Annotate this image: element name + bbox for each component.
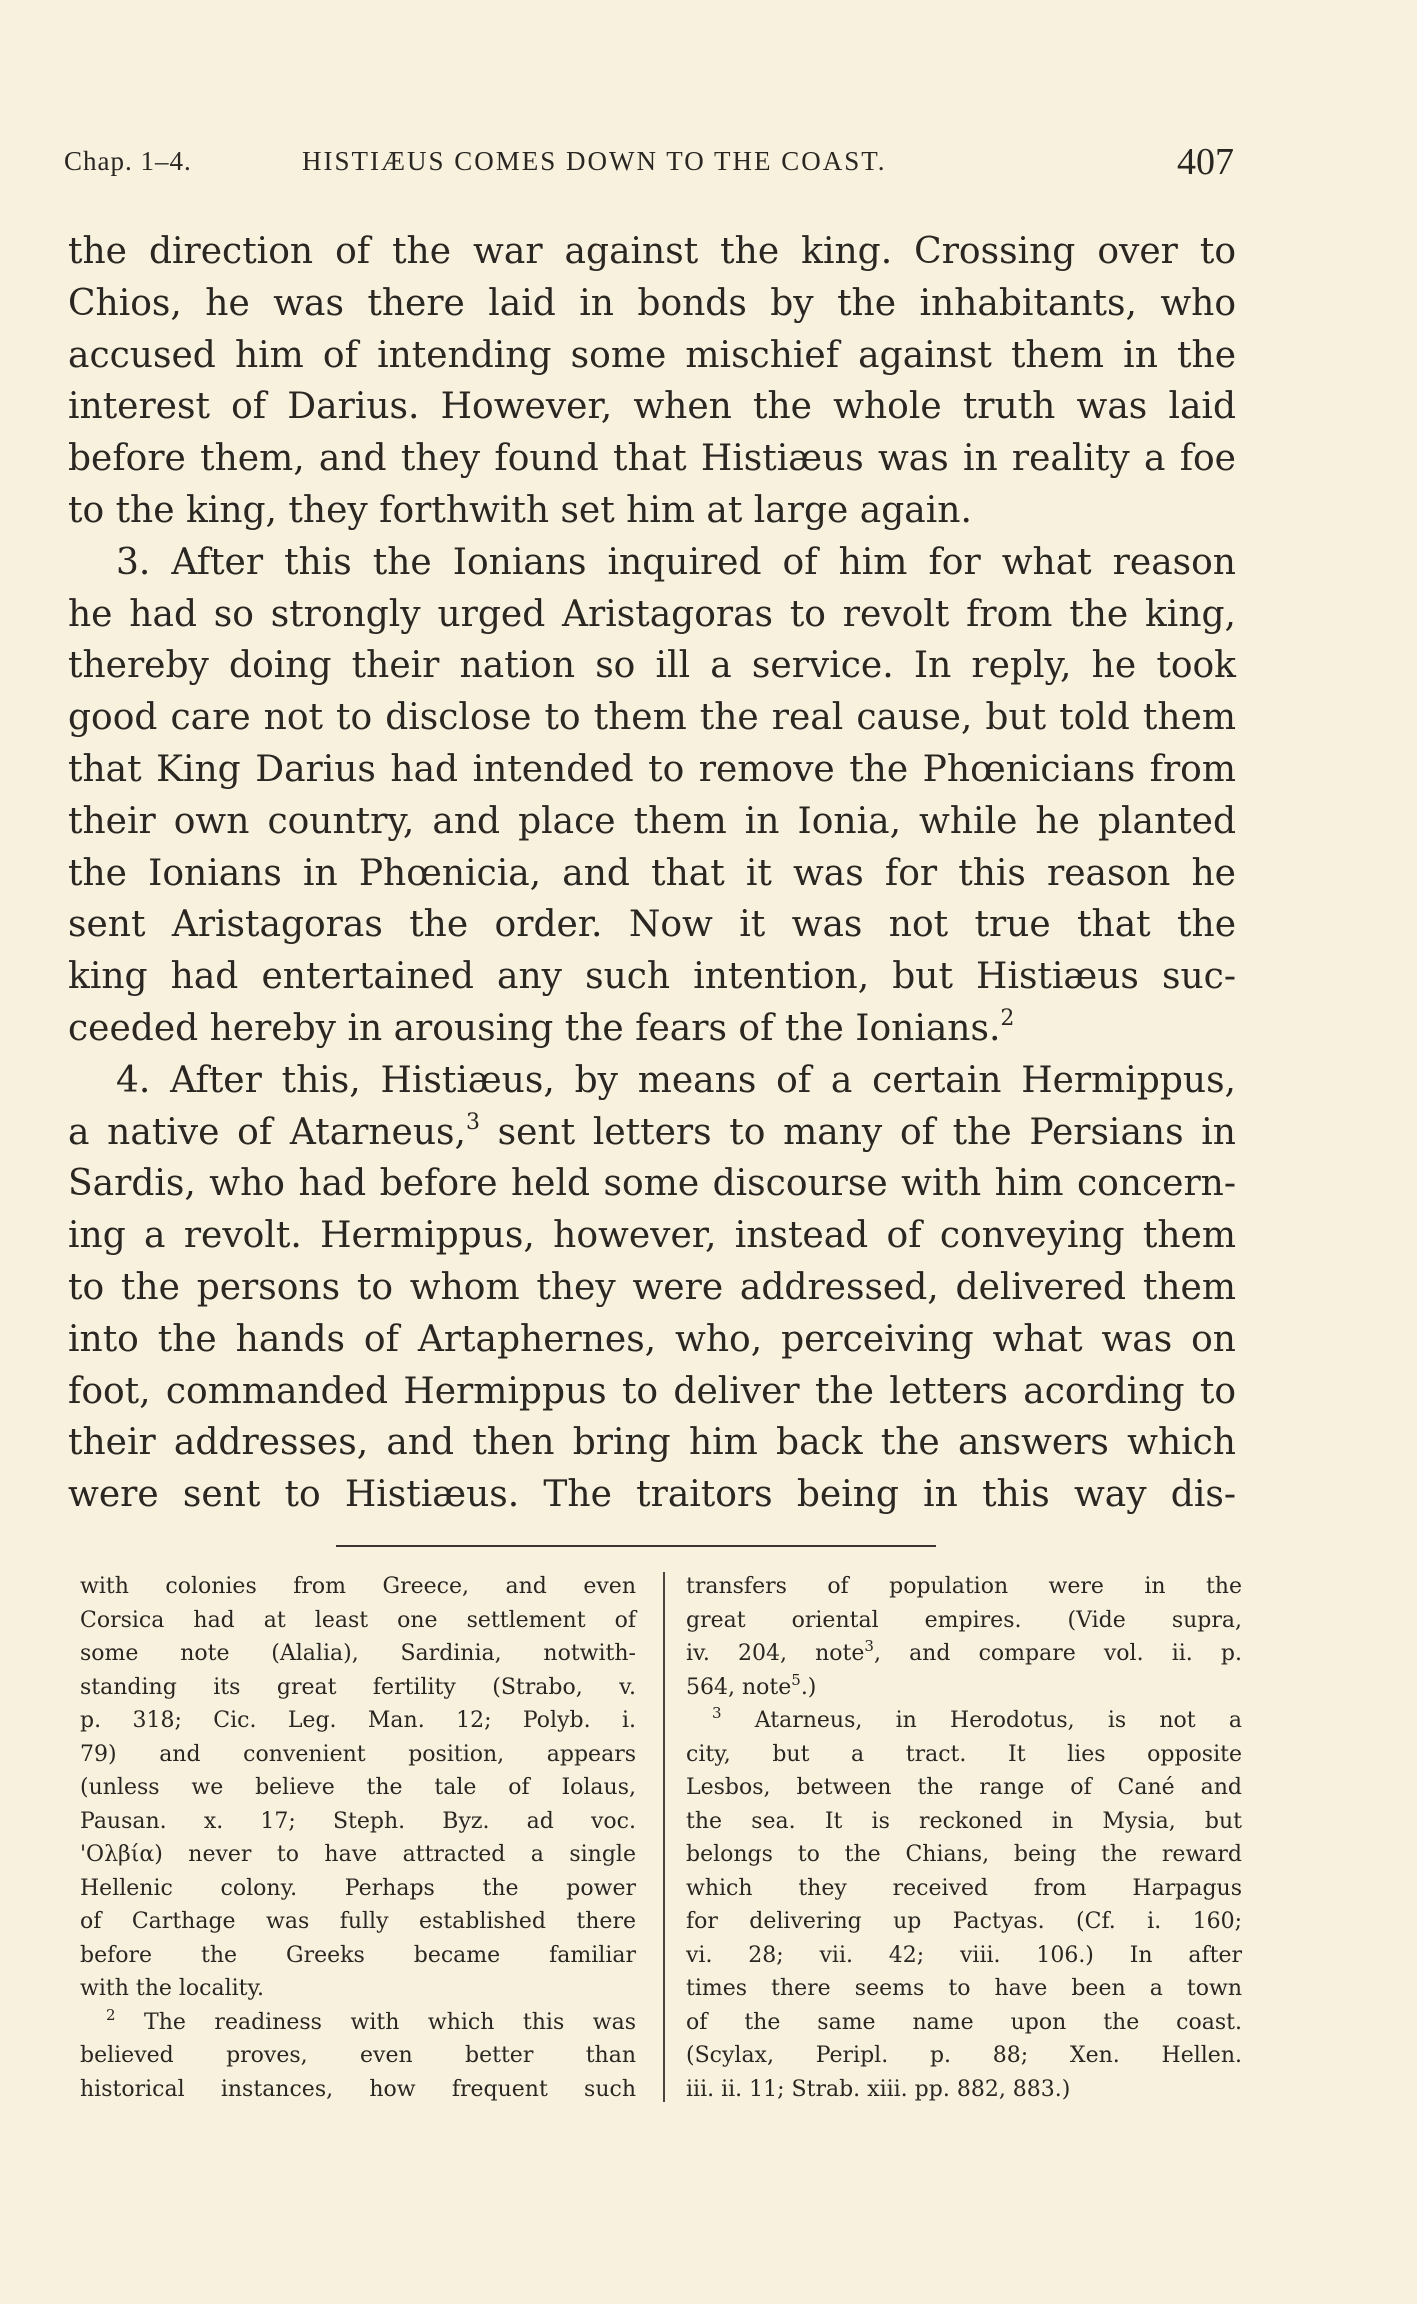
text-line: foot, commanded Hermippus to deliver the letters acording to <box>68 1370 1236 1412</box>
footnote-line: Hellenic colony. Perhaps the power <box>80 1875 636 1901</box>
chapter-reference: Chap. 1–4. <box>64 146 192 176</box>
footnote-line: 'Ολβία) never to have attracted a single <box>80 1842 636 1867</box>
text-line: 4. After this, Histiæus, by means of a certain Hermippus, <box>116 1059 1236 1101</box>
text-line: thereby doing their nation so ill a service. In reply, he took <box>68 645 1236 687</box>
text-line: sent Aristagoras the order. Now it was not true that the <box>68 904 1236 946</box>
running-title: HISTIÆUS COMES DOWN TO THE COAST. <box>302 146 887 176</box>
footnote-line: iii. ii. 11; Strab. xiii. pp. 882, 883.) <box>686 2076 1071 2102</box>
text-line <box>68 1107 1236 1159</box>
footnote-line: of the same name upon the coast. <box>686 2009 1242 2035</box>
text-segment: sent letters to many of the Persians in <box>479 1111 1236 1153</box>
main-text <box>68 226 1236 1521</box>
footnote-line <box>686 1637 1242 1671</box>
footnote-line: the sea. It is reckoned in Mysia, but <box>686 1808 1242 1834</box>
footnote-rule <box>336 1545 936 1547</box>
text-line: Chios, he was there laid in bonds by the inhabitants, who <box>68 282 1236 324</box>
footnote-marker: 3 <box>465 1109 480 1135</box>
page-number: 407 <box>1177 141 1234 183</box>
text-line: their own country, and place them in Ionia, while he planted <box>68 800 1236 842</box>
text-segment: Atarneus, in Herodotus, is not a <box>721 1708 1242 1733</box>
note-reference: 5 <box>791 1670 801 1689</box>
footnote-line: vi. 28; vii. 42; viii. 106.) In after <box>686 1942 1242 1968</box>
footnote-line: great oriental empires. (Vide supra, <box>686 1607 1242 1633</box>
footnote-line: Corsica had at least one settlement of <box>80 1607 636 1633</box>
footnote-number: 2 <box>106 2005 116 2024</box>
footnote-line: times there seems to have been a town <box>686 1976 1242 2001</box>
footnote-line: (unless we believe the tale of Iolaus, <box>80 1775 636 1800</box>
text-line <box>68 1003 1236 1055</box>
text-line: their addresses, and then bring him back the answers which <box>68 1422 1236 1464</box>
footnote-line: of Carthage was fully established there <box>80 1909 636 1934</box>
footnote-line: before the Greeks became familiar <box>80 1942 636 1968</box>
footnote-line: city, but a tract. It lies opposite <box>686 1741 1242 1767</box>
footnote-line: historical instances, how frequent such <box>80 2076 636 2102</box>
footnotes-right-column <box>686 1570 1242 2106</box>
footnote-line: believed proves, even better than <box>80 2043 636 2068</box>
footnote-line: some note (Alalia), Sardinia, notwith- <box>80 1641 636 1666</box>
text-line: good care not to disclose to them the real cause, but told them <box>68 697 1236 739</box>
text-line: 3. After this the Ionians inquired of him for what reason <box>116 541 1236 583</box>
text-line: into the hands of Artaphernes, who, perceiving what was on <box>68 1318 1236 1360</box>
footnote-line: Lesbos, between the range of Cané and <box>686 1775 1242 1800</box>
footnote-line: 79) and convenient position, appears <box>80 1741 636 1767</box>
text-line: to the persons to whom they were addressed, delivered them <box>68 1266 1236 1308</box>
text-line: Sardis, who had before held some discourse with him concern- <box>68 1163 1236 1205</box>
footnote-line: standing its great fertility (Strabo, v. <box>80 1674 636 1700</box>
text-line: accused him of intending some mischief against them in the <box>68 334 1236 376</box>
footnote-line: for delivering up Pactyas. (Cf. i. 160; <box>686 1909 1242 1934</box>
footnote-line <box>80 2006 636 2040</box>
text-segment: .) <box>800 1674 817 1700</box>
footnote-line: p. 318; Cic. Leg. Man. 12; Polyb. i. <box>80 1708 636 1733</box>
text-segment: The readiness with which this was <box>115 2009 636 2035</box>
text-segment: ceeded hereby in arousing the fears of the Ionians. <box>68 1007 1001 1049</box>
text-line: that King Darius had intended to remove the Phœnicians from <box>68 748 1236 790</box>
text-segment: a native of Atarneus, <box>68 1111 466 1153</box>
footnote-line: belongs to the Chians, being the reward <box>686 1842 1242 1867</box>
text-line: king had entertained any such intention, but Histiæus suc- <box>68 956 1236 998</box>
text-line: ing a revolt. Hermippus, however, instead of conveying them <box>68 1215 1236 1257</box>
footnote-marker: 2 <box>1000 1005 1015 1031</box>
footnotes-left-column <box>80 1570 636 2106</box>
footnote-line: with colonies from Greece, and even <box>80 1574 636 1599</box>
footnote-line <box>686 1704 1242 1738</box>
footnote-line: which they received from Harpagus <box>686 1875 1242 1901</box>
footnote-number: 3 <box>712 1704 722 1722</box>
text-line: the Ionians in Phœnicia, and that it was for this reason he <box>68 852 1236 894</box>
footnote-line <box>686 1671 1242 1705</box>
footnote-line: Pausan. x. 17; Steph. Byz. ad voc. <box>80 1808 636 1834</box>
text-line: interest of Darius. However, when the whole truth was laid <box>68 386 1236 428</box>
text-line: the direction of the war against the king. Crossing over to <box>68 231 1236 272</box>
text-line: before them, and they found that Histiæus was in reality a foe <box>68 438 1236 480</box>
text-segment: , and compare vol. ii. p. <box>873 1641 1242 1666</box>
text-segment: iv. 204, note <box>686 1641 865 1666</box>
footnote-line: transfers of population were in the <box>686 1574 1242 1599</box>
footnote-line: (Scylax, Peripl. p. 88; Xen. Hellen. <box>686 2043 1242 2068</box>
text-line: he had so strongly urged Aristagoras to revolt from the king, <box>68 593 1236 635</box>
column-divider <box>663 1572 665 2102</box>
text-line: to the king, they forthwith set him at large again. <box>68 489 972 531</box>
text-line: were sent to Histiæus. The traitors being in this way dis- <box>68 1474 1236 1516</box>
note-reference: 3 <box>864 1637 874 1655</box>
text-segment: 564, note <box>686 1674 792 1700</box>
footnote-line: with the locality. <box>80 1976 265 2001</box>
page-header <box>64 140 1234 190</box>
